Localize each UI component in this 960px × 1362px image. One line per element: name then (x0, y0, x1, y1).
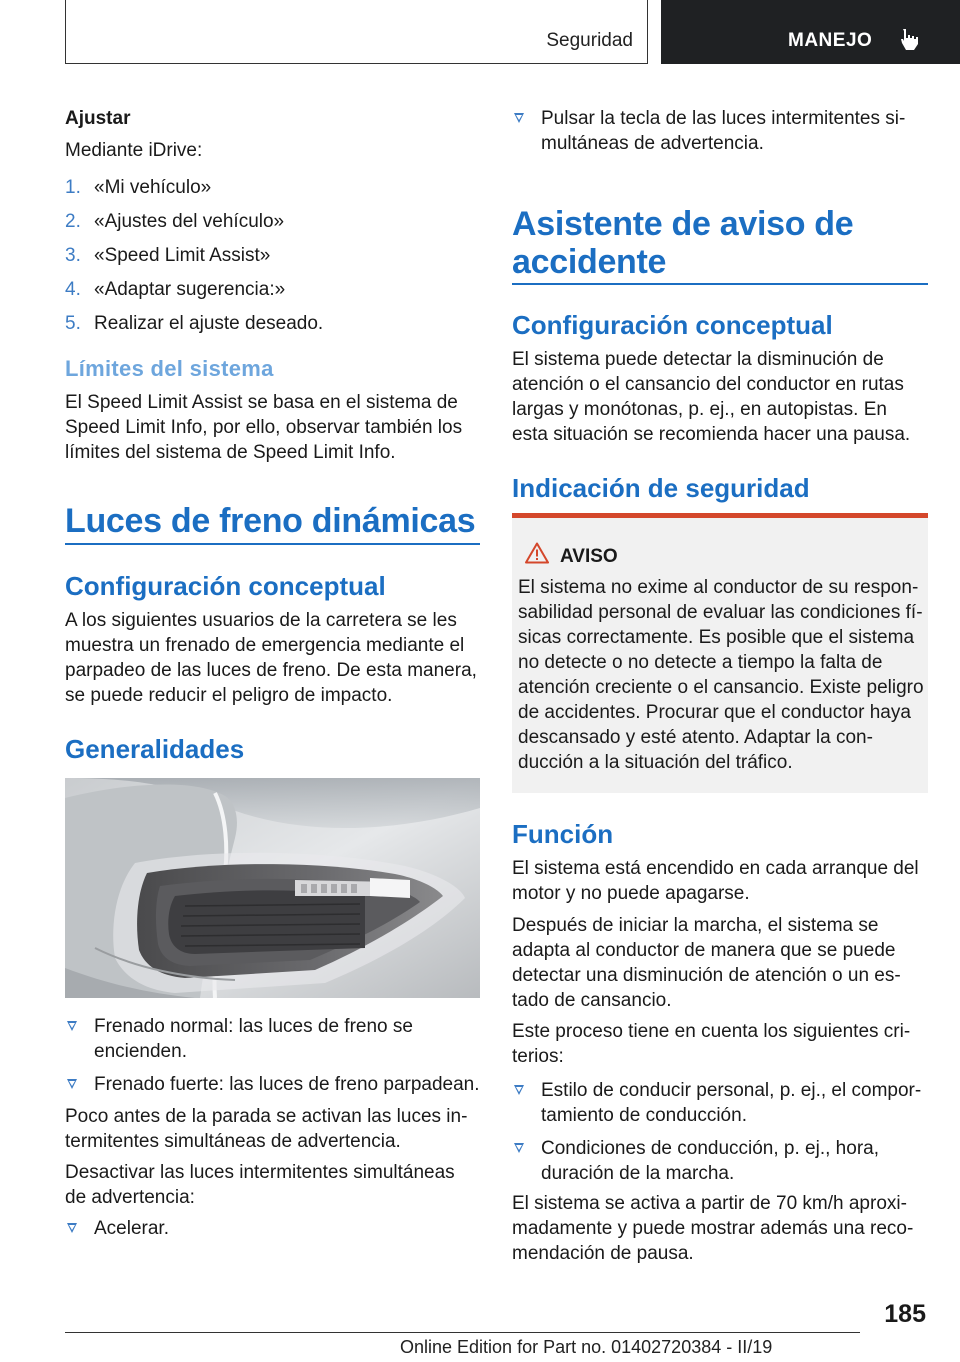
step-text: «Speed Limit Assist» (94, 245, 271, 266)
step-text: Realizar el ajuste deseado. (94, 313, 324, 334)
safety-heading: Indicación de seguridad (512, 473, 810, 503)
bullet-text: Estilo de conducir personal, p. ej., el comportamiento de conducción. (541, 1080, 922, 1126)
header-frame (65, 0, 648, 64)
list-item (65, 243, 480, 268)
bullet-triangle-icon (67, 1021, 77, 1031)
bullet-text: Frenado fuerte: las luces de freno parpadean. (94, 1074, 480, 1095)
bullet-text: Acelerar. (94, 1218, 169, 1239)
brake-bullets-2 (65, 1216, 480, 1249)
step-text: «Adaptar sugerencia:» (94, 279, 286, 300)
function-p2: Después de iniciar la marcha, el sistema se adapta al conductor de manera que se puede detectar una disminución de atención o un estado de cansancio. (512, 915, 901, 1011)
list-item (65, 277, 480, 302)
function-p4: El sistema se activa a partir de 70 km/h aproximadamente y puede mostrar además una recomendación de pausa. (512, 1193, 914, 1264)
warning-text: El sistema no exime al conductor de su responsabilidad personal de evaluar las condiciones físicas correctamente. Es posible que el sistema no detecte o no detecte a tiempo la falta de atención creciente o el cansancio. Existe peligro de accidentes. Procurar que el conductor haya descansado y esté atento. Adaptar la conducción a la situación del tráfico. (518, 577, 924, 773)
accident-concept-text: El sistema puede detectar la disminución de atención o el cansancio del conductor en rutas largas y monótonas, p. ej., en autopistas. En esta situación se recomienda hacer una pausa. (512, 349, 911, 445)
page-number: 185 (884, 1300, 926, 1328)
step-number: 1. (65, 177, 81, 198)
accident-title: Asistente de aviso de accidente (512, 205, 854, 281)
function-p3: Este proceso tiene en cuenta los siguientes criterios: (512, 1021, 911, 1067)
general-heading: Generalidades (65, 734, 245, 764)
section-rule (512, 283, 928, 285)
hazard-bullets (512, 106, 928, 164)
brake-lights-title: Luces de freno dinámicas (65, 502, 476, 540)
bullet-triangle-icon (67, 1079, 77, 1089)
limits-text: El Speed Limit Assist se basa en el sistema de Speed Limit Info, por ello, observar también los límites del sistema de Speed Limit Info. (65, 392, 463, 463)
list-item (65, 1014, 480, 1064)
list-item (65, 1216, 480, 1241)
warning-box (512, 513, 928, 793)
bullet-triangle-icon (514, 1143, 524, 1153)
limits-heading: Límites del sistema (65, 356, 274, 381)
warning-triangle-icon (525, 542, 549, 564)
step-number: 5. (65, 313, 81, 334)
list-item (65, 209, 480, 234)
accident-concept-heading: Configuración conceptual (512, 310, 833, 340)
chapter-tab-label: MANEJO (788, 30, 873, 51)
brake-bullets (65, 1014, 480, 1105)
warning-title: AVISO (560, 546, 618, 567)
bullet-text: Pulsar la tecla de las luces intermitentes simultáneas de advertencia. (541, 108, 906, 154)
step-number: 4. (65, 279, 81, 300)
tail-light-photo (65, 778, 480, 998)
brake-concept-heading: Configuración conceptual (65, 571, 386, 601)
step-number: 2. (65, 211, 81, 232)
list-item (65, 311, 480, 336)
bullet-text: Condiciones de conducción, p. ej., hora, duración de la marcha. (541, 1138, 879, 1184)
step-text: «Mi vehículo» (94, 177, 212, 198)
list-item (512, 1136, 928, 1186)
section-rule (65, 543, 480, 545)
ajustar-label: Ajustar (65, 108, 131, 129)
bullet-triangle-icon (514, 1085, 524, 1095)
criteria-bullets (512, 1078, 928, 1194)
edition-text: Online Edition for Part no. 01402720384 - II/19 (400, 1337, 773, 1357)
function-p1: El sistema está encendido en cada arranque del motor y no puede apagarse. (512, 858, 919, 904)
ajustar-steps (65, 175, 480, 345)
bullet-text: Frenado normal: las luces de freno se encienden. (94, 1016, 413, 1062)
function-heading: Función (512, 819, 614, 849)
brake-para2: Desactivar las luces intermitentes simultáneas de advertencia: (65, 1162, 455, 1208)
footer-rule (65, 1332, 860, 1333)
bullet-triangle-icon (67, 1223, 77, 1233)
section-title: Seguridad (546, 30, 633, 51)
brake-concept-text: A los siguientes usuarios de la carretera se les muestra un frenado de emergencia mediante el parpadeo de las luces de freno. De esta manera, se puede reducir el peligro de impacto. (65, 610, 477, 706)
list-item (512, 106, 928, 156)
list-item (65, 1072, 480, 1097)
step-number: 3. (65, 245, 81, 266)
list-item (65, 175, 480, 200)
chapter-tab[interactable] (661, 0, 960, 64)
list-item (512, 1078, 928, 1128)
brake-para1: Poco antes de la parada se activan las luces intermitentes simultáneas de advertencia. (65, 1106, 468, 1152)
bullet-triangle-icon (514, 113, 524, 123)
pointing-hand-icon (897, 26, 923, 52)
step-text: «Ajustes del vehículo» (94, 211, 285, 232)
ajustar-intro: Mediante iDrive: (65, 140, 203, 161)
